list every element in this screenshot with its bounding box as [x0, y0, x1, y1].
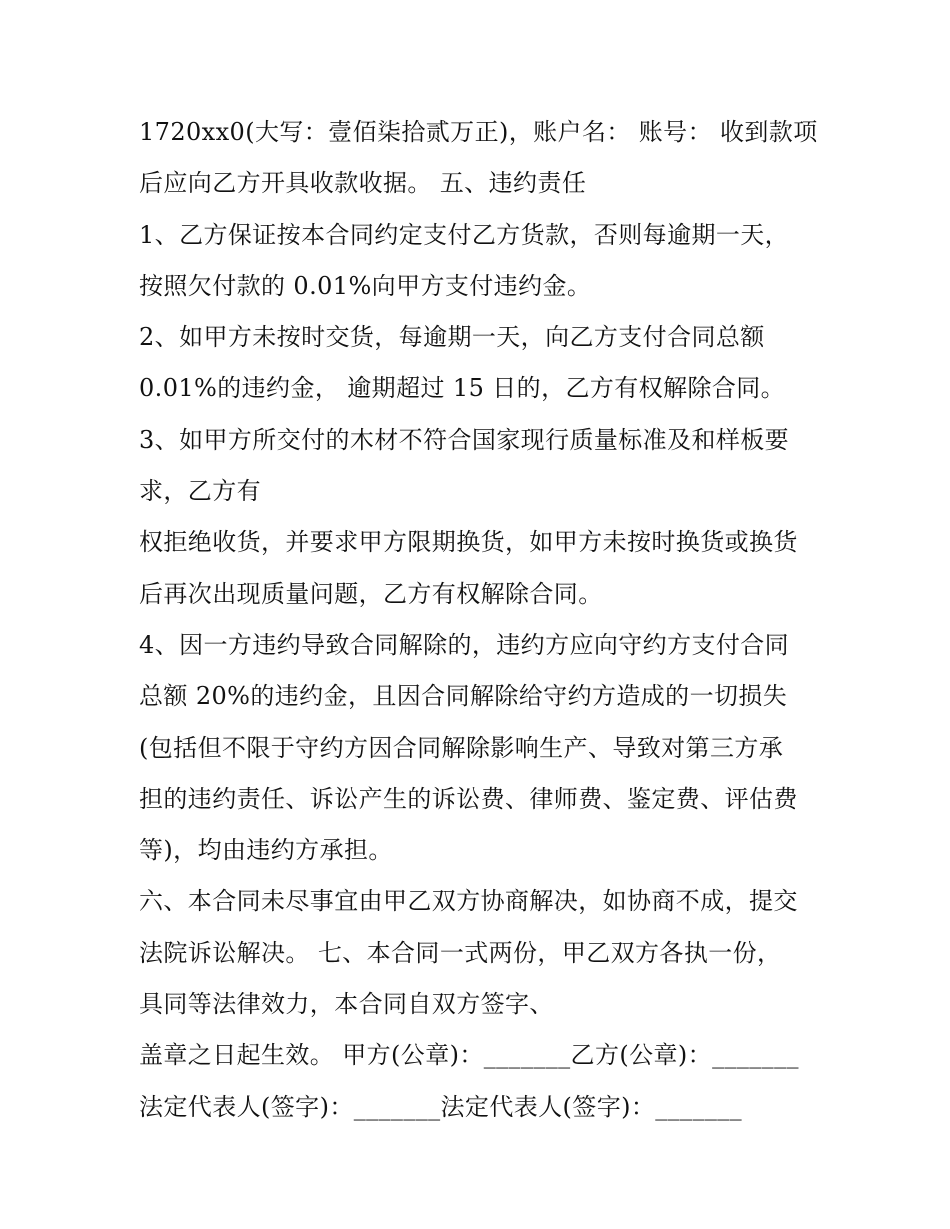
text-line-15: 等)，均由违约方承担。	[139, 836, 393, 865]
text-line-18: 具同等法律效力，本合同自双方签字、	[139, 990, 554, 1019]
text-line-12: 总额 20%的违约金，且因合同解除给守约方造成的一切损失	[139, 682, 788, 711]
text-line-17: 法院诉讼解决。 七、本合同一式两份，甲乙双方各执一份，	[139, 938, 782, 967]
text-line-6: 0.01%的违约金， 逾期超过 15 日的，乙方有权解除合同。	[139, 374, 786, 403]
text-line-10: 后再次出现质量问题，乙方有权解除合同。	[139, 579, 603, 608]
text-line-7: 3、如甲方所交付的木材不符合国家现行质量标准及和样板要	[139, 425, 790, 454]
text-line-4: 按照欠付款的 0.01%向甲方支付违约金。	[139, 271, 592, 300]
text-line-1: 1720xx0(大写：壹佰柒拾贰万正)，账户名： 账号： 收到款项	[139, 118, 818, 146]
text-line-8: 求，乙方有	[139, 477, 261, 506]
text-line-2: 后应向乙方开具收款收据。 五、违约责任	[139, 169, 587, 198]
text-line-16: 六、本合同未尽事宜由甲乙双方协商解决，如协商不成，提交	[139, 887, 798, 916]
text-line-9: 权拒绝收货，并要求甲方限期换货，如甲方未按时换货或换货	[139, 528, 798, 557]
contract-text-body	[139, 107, 829, 1133]
text-line-19: 盖章之日起生效。 甲方(公章)：_______乙方(公章)：_______	[139, 1041, 799, 1070]
text-line-11: 4、因一方违约导致合同解除的，违约方应向守约方支付合同	[139, 630, 790, 659]
text-line-5: 2、如甲方未按时交货，每逾期一天，向乙方支付合同总额	[139, 323, 765, 352]
text-line-14: 担的违约责任、诉讼产生的诉讼费、律师费、鉴定费、评估费	[139, 784, 798, 813]
text-line-13: (包括但不限于守约方因合同解除影响生产、导致对第三方承	[139, 733, 784, 762]
text-line-3: 1、乙方保证按本合同约定支付乙方货款，否则每逾期一天，	[139, 220, 790, 249]
text-line-20: 法定代表人(签字)：_______法定代表人(签字)：_______	[139, 1092, 743, 1121]
